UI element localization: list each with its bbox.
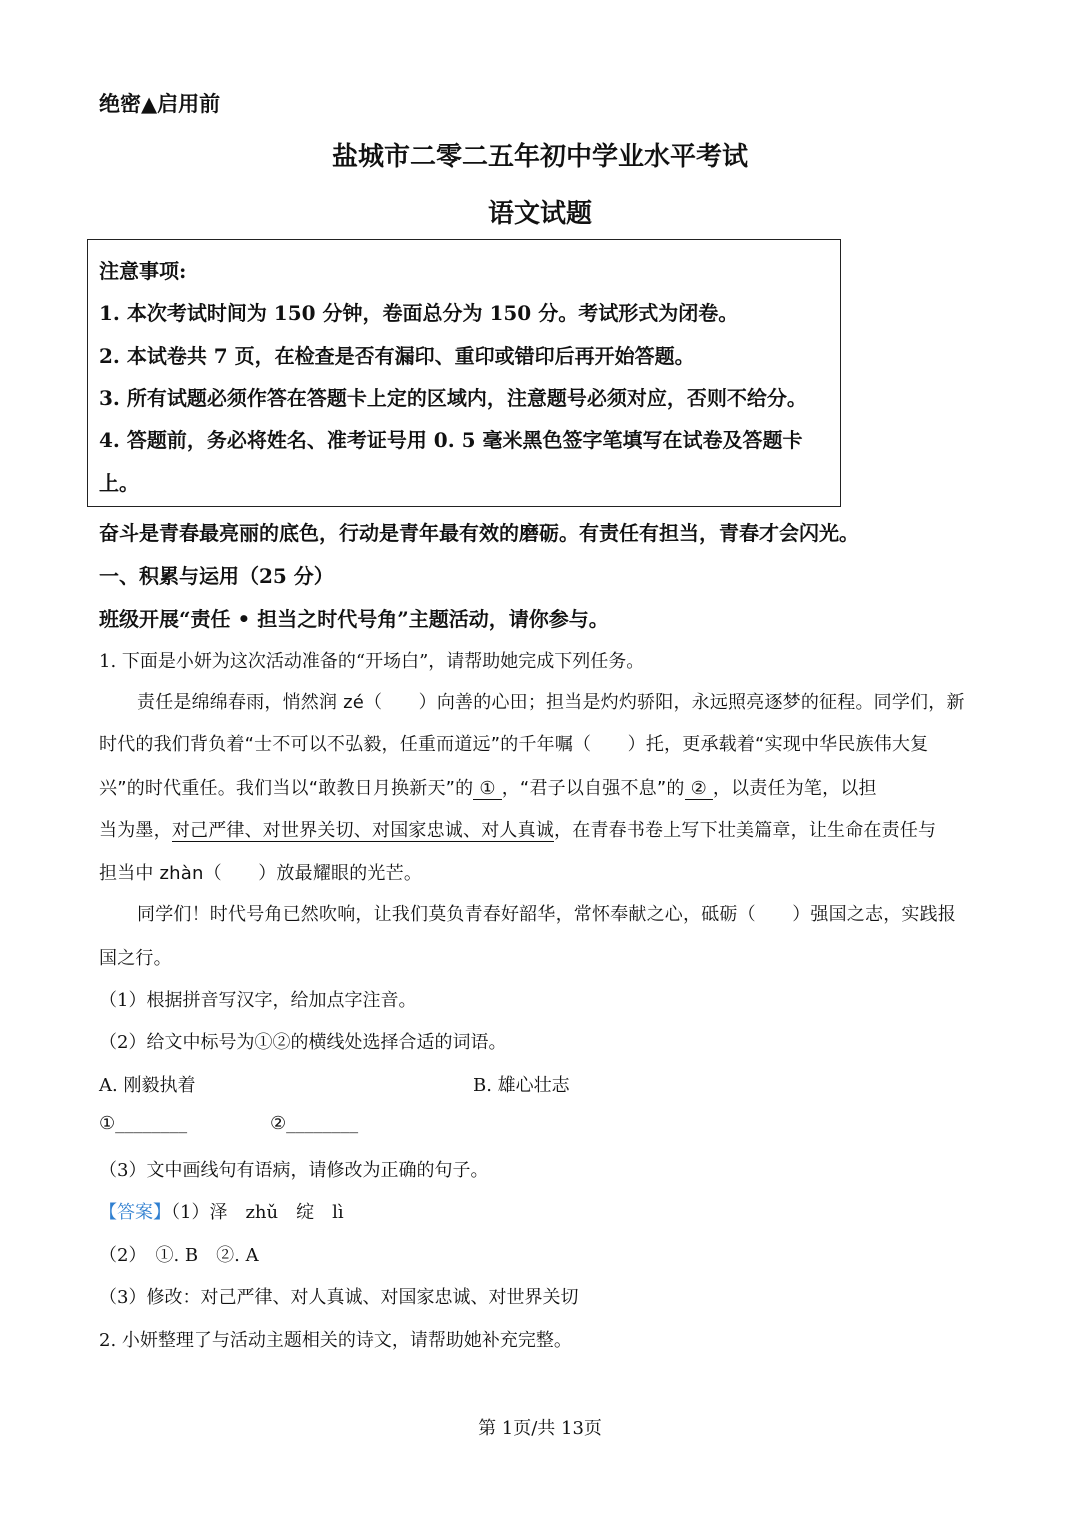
answer-blank-1: ①________ <box>99 1113 188 1134</box>
notice-box <box>87 239 841 507</box>
passage-line: 国之行。 <box>99 948 172 969</box>
passage-text: ，以责任为笔，以担 <box>712 778 877 799</box>
passage-text: 当为墨， <box>99 820 172 841</box>
subject-title: 语文试题 <box>487 199 592 229</box>
answer-blank-2: ②________ <box>270 1113 359 1134</box>
blank-2: ② <box>685 778 713 800</box>
answer-1: （1）泽 zhǔ 绽 lì <box>171 1202 344 1223</box>
secret-label: 绝密▲启用前 <box>99 91 221 116</box>
notice-item: 4. 答题前，务必将姓名、准考证号用 0. 5 毫米黑色签字笔填写在试卷及答题卡 <box>99 428 803 452</box>
answer-line-1 <box>99 1198 344 1224</box>
notice-item: 1. 本次考试时间为 150 分钟，卷面总分为 150 分。考试形式为闭卷。 <box>99 301 739 325</box>
notice-heading: 注意事项: <box>99 259 187 283</box>
question-1-stem: 1. 下面是小妍为这次活动准备的“开场白”，请帮助她完成下列任务。 <box>99 651 645 672</box>
motto: 奋斗是青春最亮丽的底色，行动是青年最有效的磨砺。有责任有担当，青春才会闪光。 <box>99 521 859 545</box>
blank-1: ① <box>473 778 501 800</box>
section-title: 一、积累与运用（25 分） <box>99 564 334 588</box>
passage-line <box>99 816 936 842</box>
page-footer: 第 1页/共 13页 <box>478 1418 602 1439</box>
passage-line: 责任是绵绵春雨，悄然润 zé（ ）向善的心田；担当是灼灼骄阳，永远照亮逐梦的征程。同学们，新 <box>137 692 965 713</box>
q1-sub3: （3）文中画线句有语病，请修改为正确的句子。 <box>99 1160 489 1181</box>
exam-title: 盐城市二零二五年初中学业水平考试 <box>331 142 748 172</box>
q1-passage <box>99 688 985 968</box>
answer-3: （3）修改：对己严律、对人真诚、对国家忠诚、对世界关切 <box>99 1287 579 1308</box>
passage-line: 时代的我们背负着“士不可以不弘毅，任重而道远”的千年嘱（ ）托，更承载着“实现中华民族伟大复 <box>99 734 929 755</box>
answer-tag: 【答案】 <box>99 1202 171 1223</box>
q1-sub1: （1）根据拼音写汉字，给加点字注音。 <box>99 990 417 1011</box>
notice-item: 上。 <box>99 471 139 495</box>
passage-line: 同学们！时代号角已然吹响，让我们莫负青春好韶华，常怀奉献之心，砥砺（ ）强国之志，实践报 <box>137 904 956 925</box>
passage-text: ，在青春书卷上写下壮美篇章，让生命在责任与 <box>554 820 937 841</box>
passage-text: ，“君子以自强不息”的 <box>501 778 685 799</box>
option-b: B. 雄心壮志 <box>473 1075 570 1096</box>
passage-line <box>99 774 877 800</box>
notice-item: 2. 本试卷共 7 页，在检查是否有漏印、重印或错印后再开始答题。 <box>99 344 695 368</box>
option-a: A. 刚毅执着 <box>99 1075 196 1096</box>
passage-text: 兴”的时代重任。我们当以“敢教日月换新天”的 <box>99 778 474 799</box>
q1-sub2: （2）给文中标号为①②的横线处选择合适的词语。 <box>99 1032 507 1053</box>
passage-line: 担当中 zhàn（ ）放最耀眼的光芒。 <box>99 863 423 884</box>
notice-item: 3. 所有试题必须作答在答题卡上定的区域内，注意题号必须对应，否则不给分。 <box>99 386 807 410</box>
activity-intro: 班级开展“责任 • 担当之时代号角”主题活动，请你参与。 <box>99 607 609 631</box>
underlined-sentence: 对己严律、对世界关切、对国家忠诚、对人真诚 <box>171 820 555 841</box>
answer-2: （2） ①. B ②. A <box>99 1245 259 1266</box>
question-2-stem: 2. 小妍整理了与活动主题相关的诗文，请帮助她补充完整。 <box>99 1330 572 1351</box>
